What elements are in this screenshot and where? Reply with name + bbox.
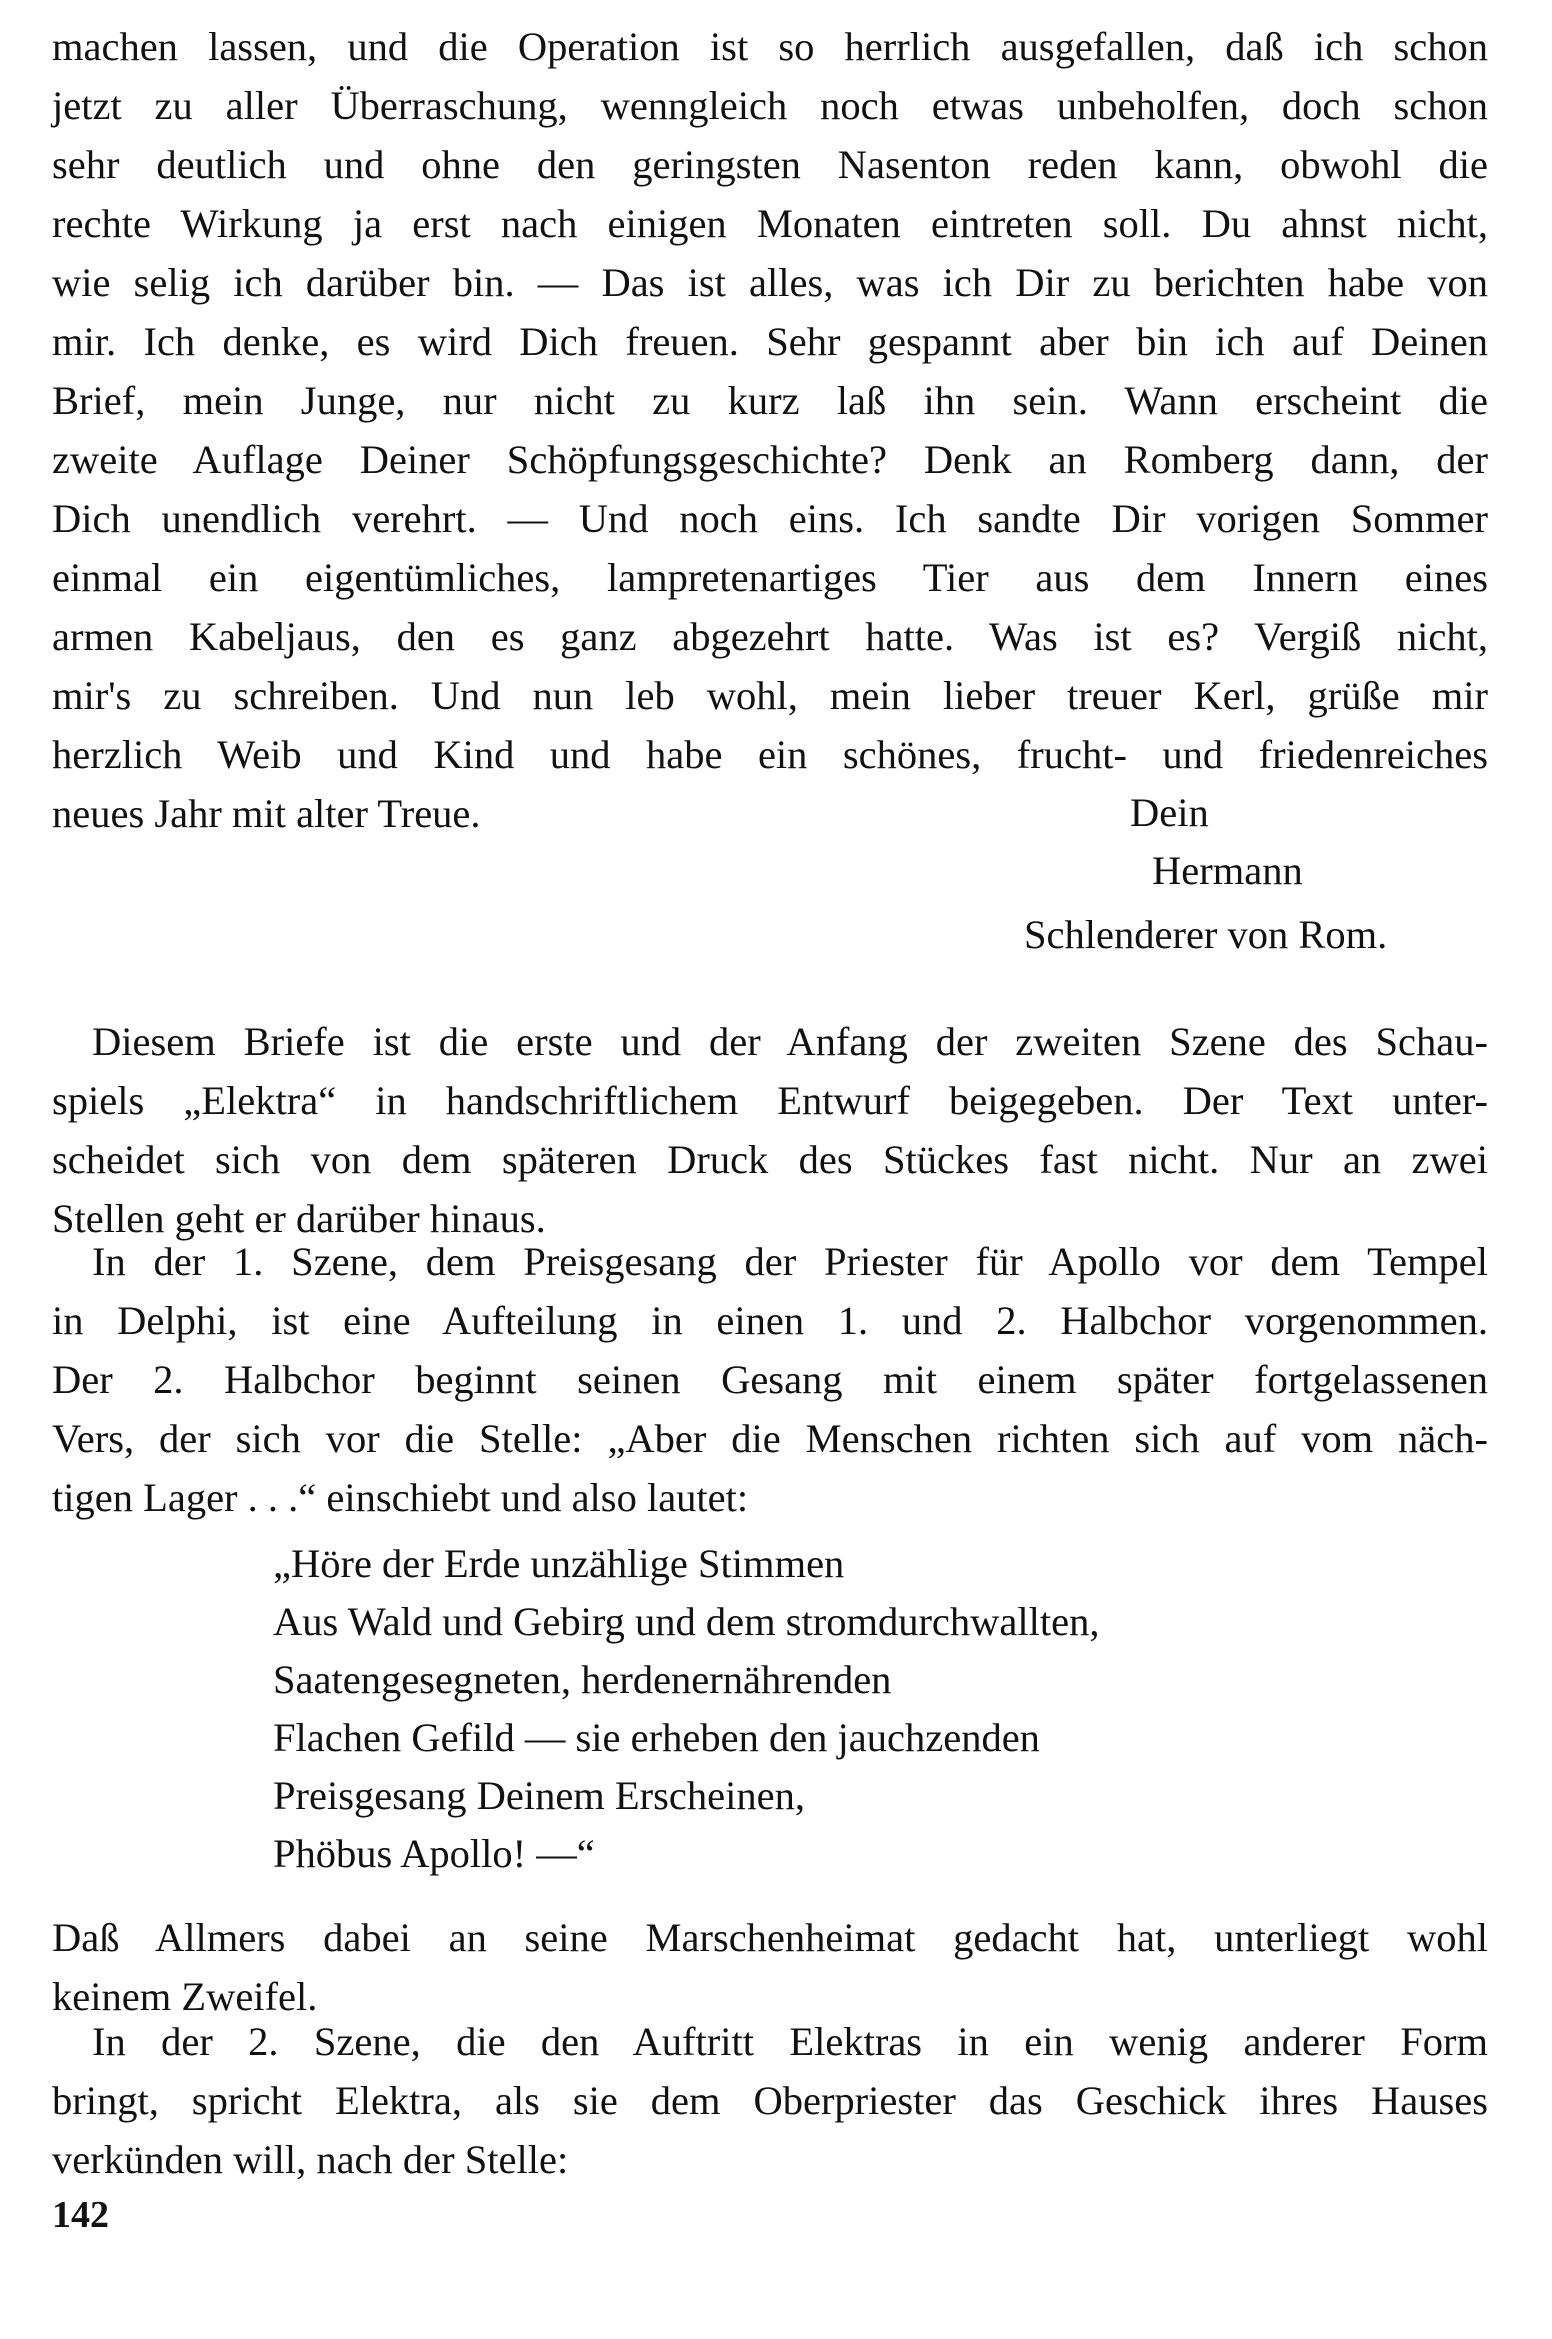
text-line: scheidet sich von dem späteren Druck des Stückes fast nicht. Nur an zwei — [52, 1137, 1488, 1182]
text-line: machen lassen, und die Operation ist so herrlich ausgefallen, daß ich schon — [52, 24, 1488, 69]
commentary-paragraph-1 — [52, 1012, 1488, 1248]
poem-line: „Höre der Erde unzählige Stimmen — [273, 1541, 845, 1586]
text-line: Dich unendlich verehrt. — Und noch eins. Ich sandte Dir vorigen Sommer — [52, 496, 1488, 541]
commentary-paragraph-4 — [52, 2012, 1488, 2189]
text-line: einmal ein eigentümliches, lampretenartiges Tier aus dem Innern eines — [52, 555, 1488, 600]
text-line: bringt, spricht Elektra, als sie dem Oberpriester das Geschick ihres Hauses — [52, 2078, 1488, 2123]
text-line: spiels „Elektra“ in handschriftlichem Entwurf beigegeben. Der Text unter- — [52, 1078, 1488, 1123]
text-line: In der 2. Szene, die den Auftritt Elektras in ein wenig anderer Form — [92, 2019, 1488, 2064]
text-line: keinem Zweifel. — [52, 1974, 318, 2019]
text-line: Daß Allmers dabei an seine Marschenheimat gedacht hat, unterliegt wohl — [52, 1915, 1488, 1960]
text-line: Diesem Briefe ist die erste und der Anfang der zweiten Szene des Schau- — [92, 1019, 1488, 1064]
text-line: sehr deutlich und ohne den geringsten Nasenton reden kann, obwohl die — [52, 142, 1488, 187]
signature-dein: Dein — [1130, 790, 1209, 835]
poem-line: Phöbus Apollo! —“ — [273, 1831, 595, 1876]
text-line: neues Jahr mit alter Treue. — [52, 791, 481, 836]
text-line: In der 1. Szene, dem Preisgesang der Priester für Apollo vor dem Tempel — [92, 1239, 1488, 1284]
commentary-paragraph-3 — [52, 1908, 1488, 2026]
text-line: mir's zu schreiben. Und nun leb wohl, mein lieber treuer Kerl, grüße mir — [52, 673, 1488, 718]
text-line: rechte Wirkung ja erst nach einigen Monaten eintreten soll. Du ahnst nicht, — [52, 201, 1488, 246]
poem-line: Flachen Gefild — sie erheben den jauchzenden — [273, 1715, 1040, 1760]
text-line: tigen Lager . . .“ einschiebt und also lautet: — [52, 1475, 749, 1520]
text-line: wie selig ich darüber bin. — Das ist alles, was ich Dir zu berichten habe von — [52, 260, 1488, 305]
text-line: zweite Auflage Deiner Schöpfungsgeschichte? Denk an Romberg dann, der — [52, 437, 1488, 482]
text-line: in Delphi, ist eine Aufteilung in einen 1. und 2. Halbchor vorgenommen. — [52, 1298, 1488, 1343]
text-line: herzlich Weib und Kind und habe ein schönes, frucht- und friedenreiches — [52, 732, 1488, 777]
text-line: verkünden will, nach der Stelle: — [52, 2137, 569, 2182]
text-line: Der 2. Halbchor beginnt seinen Gesang mit einem später fortgelassenen — [52, 1357, 1488, 1402]
poem-line: Aus Wald und Gebirg und dem stromdurchwallten, — [273, 1599, 1100, 1644]
text-line: Vers, der sich vor die Stelle: „Aber die Menschen richten sich auf vom näch- — [52, 1416, 1488, 1461]
text-line: jetzt zu aller Überraschung, wenngleich noch etwas unbeholfen, doch schon — [52, 83, 1488, 128]
signature-name: Hermann — [1152, 848, 1303, 893]
poem-quotation — [273, 1535, 1100, 1883]
text-line: Stellen geht er darüber hinaus. — [52, 1196, 546, 1241]
page-number: 142 — [52, 2194, 109, 2236]
text-line: mir. Ich denke, es wird Dich freuen. Sehr gespannt aber bin ich auf Deinen — [52, 319, 1488, 364]
poem-line: Saatengesegneten, herdenernährenden — [273, 1657, 892, 1702]
letter-paragraph — [52, 17, 1488, 843]
commentary-paragraph-2 — [52, 1232, 1488, 1527]
text-line: armen Kabeljaus, den es ganz abgezehrt hatte. Was ist es? Vergiß nicht, — [52, 614, 1488, 659]
poem-line: Preisgesang Deinem Erscheinen, — [273, 1773, 805, 1818]
signature-title: Schlenderer von Rom. — [1024, 912, 1388, 957]
text-line: Brief, mein Junge, nur nicht zu kurz laß ihn sein. Wann erscheint die — [52, 378, 1488, 423]
